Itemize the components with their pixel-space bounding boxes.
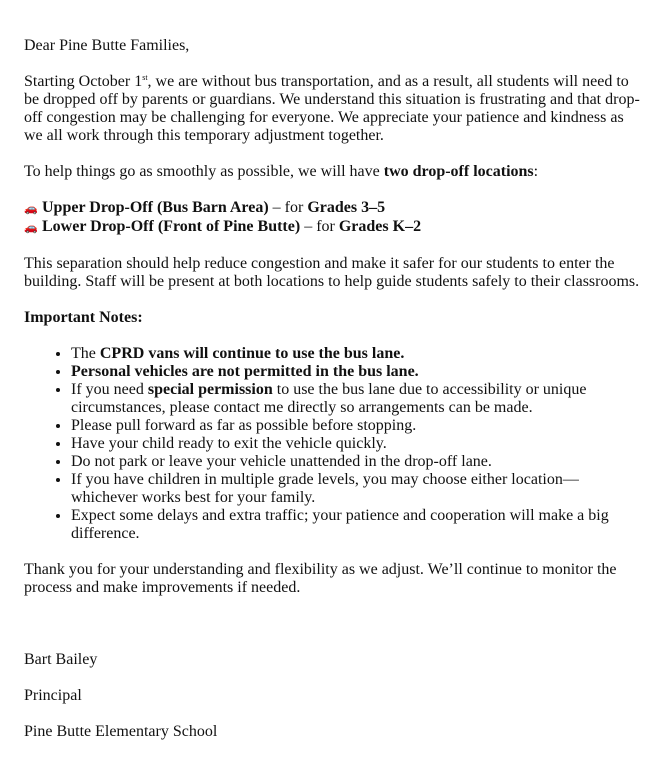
- ordinal-suffix: st: [142, 73, 148, 82]
- location-name: Lower Drop-Off (Front of Pine Butte): [42, 218, 301, 235]
- car-icon: 🚗: [24, 222, 38, 234]
- list-item: • Do not park or leave your vehicle unattended in the drop-off lane.: [71, 453, 642, 471]
- list-item: • Expect some delays and extra traffic; your patience and cooperation will make a big difference.: [71, 507, 642, 543]
- intro-text-rest: , we are without bus transportation, and as a result, all students will need to be dropped off by parents or guardians. We understand this situation is frustrating and that drop-off congestion may be challenging for everyone. We appreciate your patience and kindness as we all work through this temporary adjustment together.: [24, 73, 640, 144]
- list-item: • The CPRD vans will continue to use the bus lane.: [71, 345, 642, 363]
- signature-school: Pine Butte Elementary School: [24, 723, 218, 740]
- letter: [24, 37, 642, 759]
- location-grades: Grades 3–5: [307, 199, 386, 216]
- list-item: • Have your child ready to exit the vehicle quickly.: [71, 435, 642, 453]
- signature-title: Principal: [24, 687, 82, 704]
- notes-heading-text: Important Notes:: [24, 309, 143, 326]
- location-sep: – for: [268, 199, 308, 216]
- car-icon: 🚗: [24, 203, 38, 215]
- signature-name: Bart Bailey: [24, 651, 98, 668]
- greeting: Dear Pine Butte Families,: [24, 37, 190, 54]
- drop-off-locations: [24, 199, 642, 237]
- location-grades: Grades K–2: [338, 218, 422, 235]
- list-item: • Personal vehicles are not permitted in the bus lane.: [71, 363, 642, 381]
- list-item: • If you need special permission to use the bus lane due to accessibility or unique circumstances, please contact me directly so arrangements can be made.: [71, 381, 642, 417]
- notes-heading: [24, 309, 642, 327]
- separation-paragraph: This separation should help reduce congestion and make it safer for our students to enter the building. Staff will be present at both locations to help guide students safely to their classrooms.: [24, 255, 640, 290]
- intro-text: Starting October 1: [24, 73, 143, 90]
- location-upper: [24, 199, 642, 218]
- locations-intro-end: :: [533, 163, 539, 180]
- location-sep: – for: [300, 218, 339, 235]
- intro-paragraph: [24, 73, 642, 145]
- locations-intro-bold: two drop-off locations: [383, 163, 534, 180]
- location-name: Upper Drop-Off (Bus Barn Area): [42, 199, 269, 216]
- locations-intro-text: To help things go as smoothly as possible, we will have: [24, 163, 384, 180]
- closing-paragraph: Thank you for your understanding and flexibility as we adjust. We’ll continue to monitor the process and make improvements if needed.: [24, 561, 617, 596]
- locations-intro: [24, 163, 642, 181]
- notes-list: [24, 345, 642, 543]
- list-item: • Please pull forward as far as possible before stopping.: [71, 417, 642, 435]
- list-item: • If you have children in multiple grade levels, you may choose either location—whichever works best for your family.: [71, 471, 642, 507]
- location-lower: [24, 218, 642, 237]
